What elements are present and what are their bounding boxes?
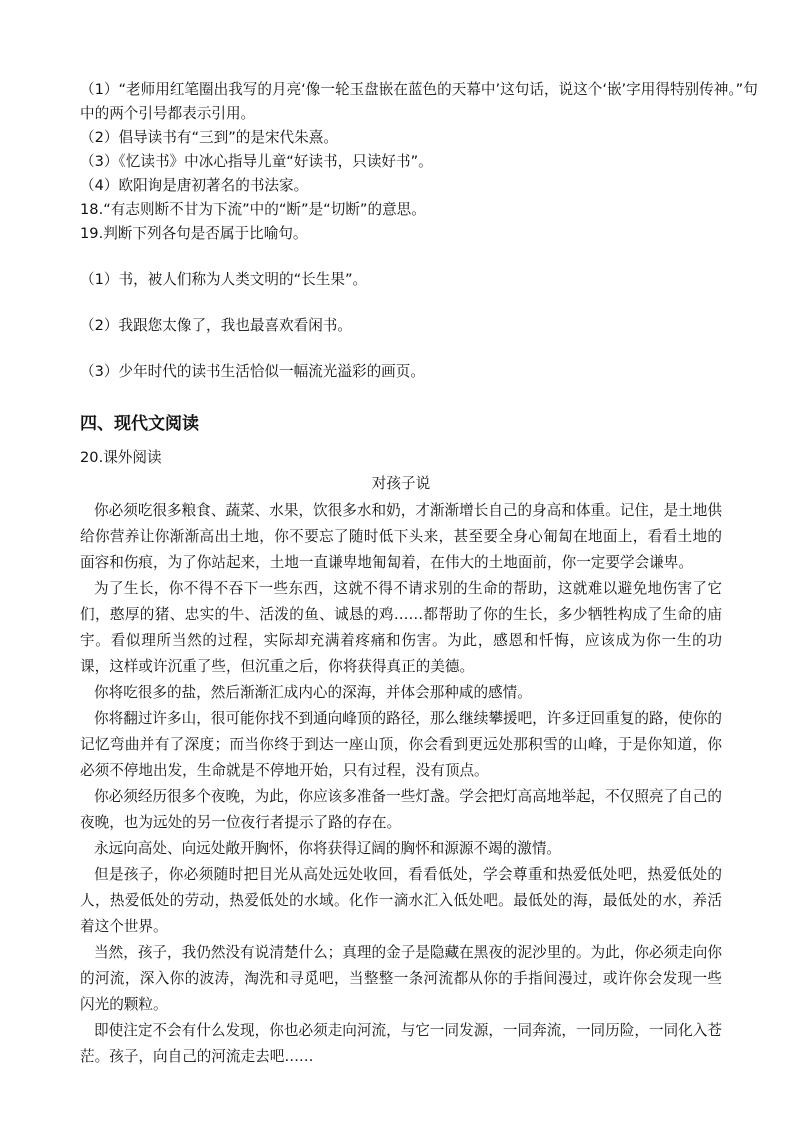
article-body — [80, 498, 722, 1070]
q19-item-2: （2）我跟您太像了，我也最喜欢看闲书。 — [80, 317, 352, 334]
question-18: 18.“有志则断不甘为下流”中的“断”是“切断”的意思。 — [80, 201, 426, 218]
question-20-label: 20.课外阅读 — [80, 449, 162, 466]
document-page — [80, 78, 758, 1070]
article-paragraph: 但是孩子，你必须随时把目光从高处远处收回，看看低处，学会尊重和热爱低处吧，热爱低处的人，热爱低处的劳动，热爱低处的水域。化作一滴水汇入低处吧。最低处的海，最低处的水，养活着这个世界。 — [80, 866, 722, 935]
article-paragraph: 永远向高处、向远处敞开胸怀，你将获得辽阔的胸怀和源源不竭的激情。 — [94, 840, 562, 857]
q17-item-1-line-2: 中的两个引号都表示引用。 — [80, 105, 256, 122]
article-paragraph: 为了生长，你不得不吞下一些东西，这就不得不请求别的生命的帮助，这就难以避免地伤害了它们，憨厚的猪、忠实的牛、活泼的鱼、诚恳的鸡……都帮助了你的生长，多少牺牲构成了生命的庙宇。看似理所当然的过程，实际却充满着疼痛和伤害。为此，感恩和忏悔，应该成为你一生的功课，这样或许沉重了些，但沉重之后，你将获得真正的美德。 — [80, 580, 722, 675]
q17-item-3: （3）《忆读书》中冰心指导儿童“好读书，只读好书”。 — [80, 153, 433, 170]
question-17-block — [80, 78, 758, 198]
q19-item-1: （1）书，被人们称为人类文明的“长生果”。 — [80, 271, 368, 288]
section-title-modern-reading: 四、现代文阅读 — [80, 414, 199, 434]
q17-item-1-line-1: （1）“老师用红笔圈出我写的月亮‘像一轮玉盘嵌在蓝色的天幕中’这句话，说这个‘嵌’字用得特别传神。”句 — [80, 81, 758, 98]
q19-item-3: （3）少年时代的读书生活恰似一幅流光溢彩的画页。 — [80, 363, 425, 380]
article-paragraph: 你必须经历很多个夜晚，为此，你应该多准备一些灯盏。学会把灯高高地举起，不仅照亮了自己的夜晚，也为远处的另一位夜行者提示了路的存在。 — [80, 788, 722, 831]
article-paragraph: 你将翻过许多山，很可能你找不到通向峰顶的路径，那么继续攀援吧，许多迂回重复的路，使你的记忆弯曲并有了深度；而当你终于到达一座山顶，你会看到更远处那积雪的山峰，于是你知道，你必须不停地出发，生命就是不停地开始，只有过程，没有顶点。 — [80, 710, 722, 779]
q17-item-2: （2）倡导读书有“三到”的是宋代朱熹。 — [80, 129, 338, 146]
article-paragraph: 即使注定不会有什么发现，你也必须走向河流，与它一同发源，一同奔流，一同历险，一同化入苍茫。孩子，向自己的河流走去吧…… — [80, 1022, 722, 1065]
q17-item-4: （4）欧阳询是唐初著名的书法家。 — [80, 177, 309, 194]
article-paragraph: 当然，孩子，我仍然没有说清楚什么；真理的金子是隐藏在黑夜的泥沙里的。为此，你必须走向你的河流，深入你的波涛，淘洗和寻觅吧，当整整一条河流都从你的手指间漫过，或许你会发现一些闪光的颗粒。 — [80, 944, 722, 1013]
q19-title: 19.判断下列各句是否属于比喻句。 — [80, 225, 308, 242]
article-paragraph: 你必须吃很多粮食、蔬菜、水果，饮很多水和奶，才渐渐增长自己的身高和体重。记住，是土地供给你营养让你渐渐高出土地，你不要忘了随时低下头来，甚至要全身心匍匐在地面上，看看土地的面容和伤痕，为了你站起来，土地一直谦卑地匍匐着，在伟大的土地面前，你一定要学会谦卑。 — [80, 502, 722, 571]
article-title: 对孩子说 — [371, 475, 431, 492]
question-19-block — [80, 222, 722, 384]
article-paragraph: 你将吃很多的盐，然后渐渐汇成内心的深海，并体会那种咸的感情。 — [94, 684, 532, 701]
